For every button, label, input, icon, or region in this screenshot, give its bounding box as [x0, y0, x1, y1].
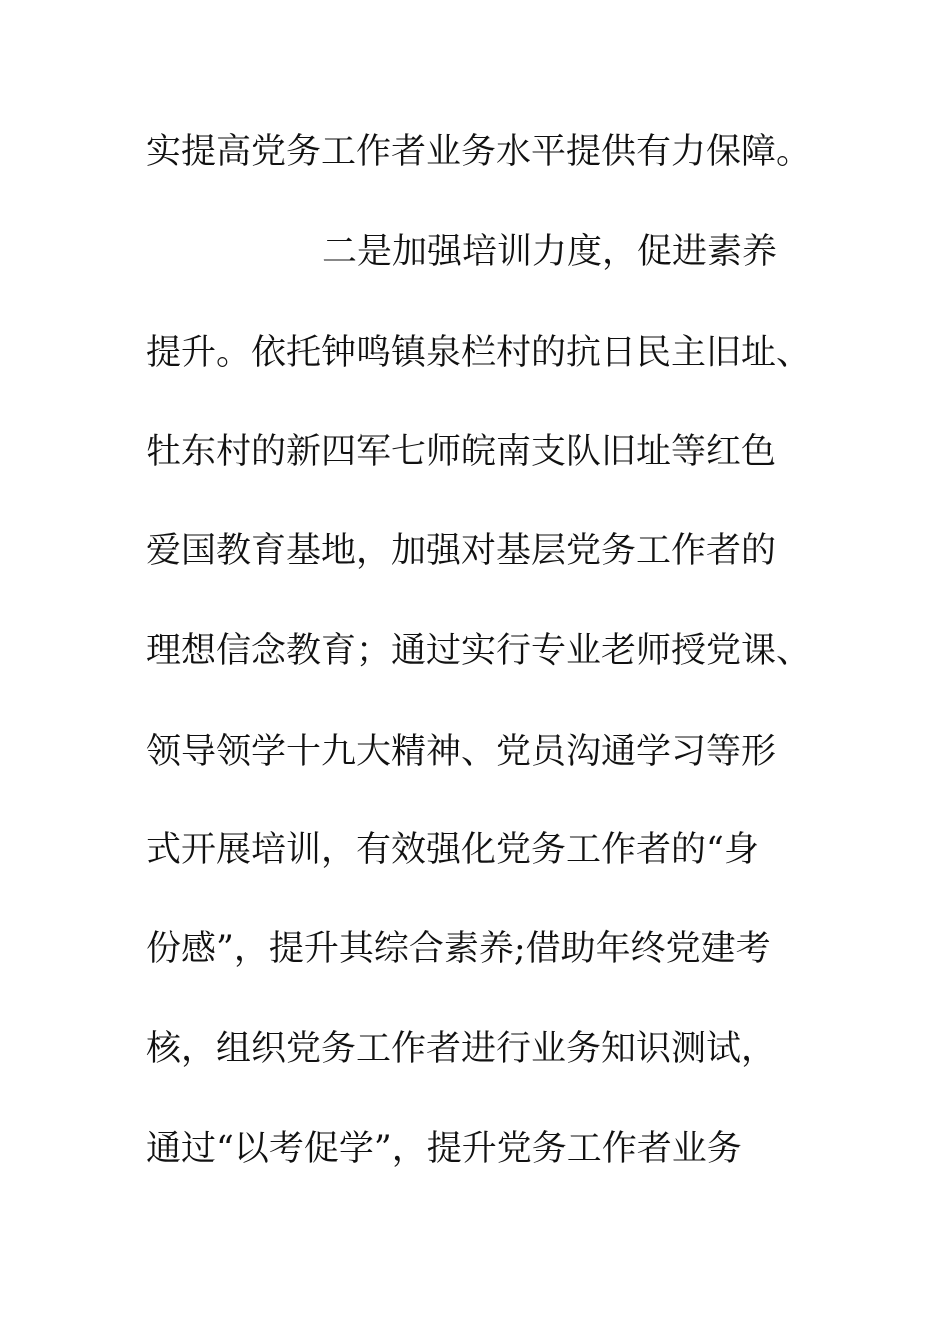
paragraph-line-3: 提升。依托钟鸣镇泉栏村的抗日民主旧址、	[146, 333, 812, 373]
paragraph-line-1: 实提高党务工作者业务水平提供有力保障。	[146, 132, 812, 172]
paragraph-line-9: 份感”，提升其综合素养;借助年终党建考	[146, 929, 771, 969]
paragraph-line-4: 牡东村的新四军七师皖南支队旧址等红色	[146, 432, 777, 472]
paragraph-line-11: 通过“以考促学”，提升党务工作者业务	[146, 1129, 742, 1169]
paragraph-line-2: 二是加强培训力度，促进素养	[322, 232, 778, 272]
paragraph-line-7: 领导领学十九大精神、党员沟通学习等形	[146, 732, 777, 772]
paragraph-line-8: 式开展培训，有效强化党务工作者的“身	[146, 830, 759, 870]
paragraph-line-5: 爱国教育基地，加强对基层党务工作者的	[146, 531, 777, 571]
paragraph-line-10: 核，组织党务工作者进行业务知识测试，	[146, 1029, 777, 1069]
paragraph-line-6: 理想信念教育；通过实行专业老师授党课、	[146, 631, 812, 671]
